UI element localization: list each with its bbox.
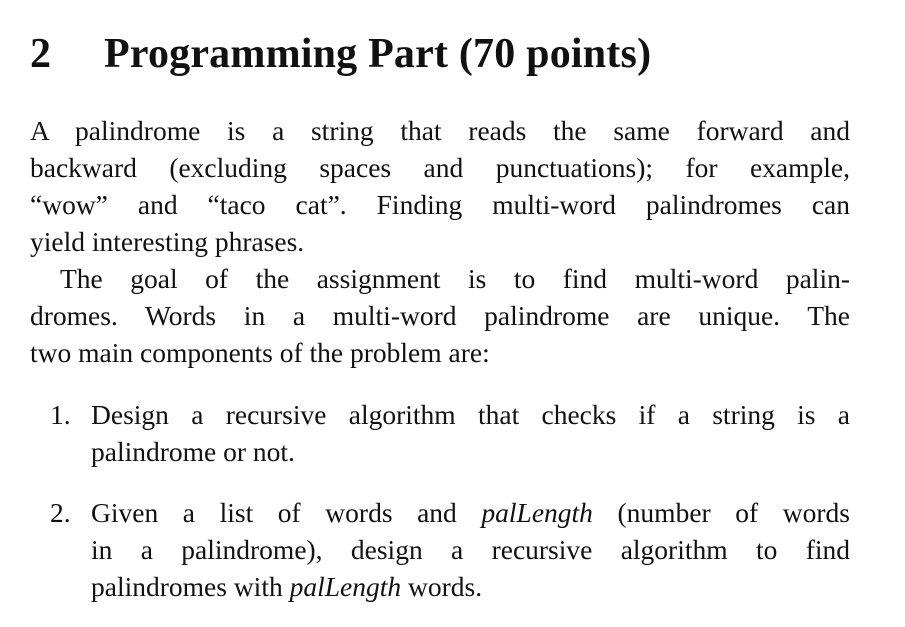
paragraph-line: dromes. Words in a multi-word palindrome are unique. The — [30, 300, 850, 331]
list-item-line — [91, 494, 850, 531]
section-number: 2 — [30, 31, 52, 77]
list-item — [30, 494, 850, 605]
variable-name: palLength — [481, 497, 593, 528]
list-marker: 1. — [50, 399, 71, 430]
paragraph-line: “wow” and “taco cat”. Finding multi-word palindromes can — [30, 189, 850, 220]
paragraph-line: A palindrome is a string that reads the same forward and — [30, 115, 850, 146]
list-marker: 2. — [50, 497, 71, 528]
line-text: words. — [401, 571, 483, 602]
section-title: Programming Part (70 points) — [104, 31, 652, 77]
list-item-line: palindrome or not. — [91, 436, 295, 467]
paragraph-line: yield interesting phrases. — [30, 226, 305, 257]
line-text: Given a list of words and — [91, 497, 482, 528]
list-item-body — [91, 494, 850, 605]
line-text: (number of words — [592, 497, 850, 528]
list-item — [30, 396, 850, 470]
list-item-line: in a palindrome), design a recursive algorithm to find — [91, 534, 850, 565]
list-item-line — [91, 568, 850, 605]
paragraph-line: The goal of the assignment is to find multi-word palin- — [60, 263, 850, 294]
intro-paragraph — [30, 112, 850, 260]
variable-name: palLength — [289, 571, 402, 602]
list-item-body — [91, 396, 850, 470]
section-heading — [30, 28, 651, 80]
list-item-line: Design a recursive algorithm that checks if a string is a — [91, 399, 850, 430]
goal-paragraph — [30, 260, 850, 371]
paragraph-line: backward (excluding spaces and punctuations); for example, — [30, 152, 850, 183]
line-text: palindromes with — [91, 571, 290, 602]
paragraph-line: two main components of the problem are: — [30, 337, 490, 368]
